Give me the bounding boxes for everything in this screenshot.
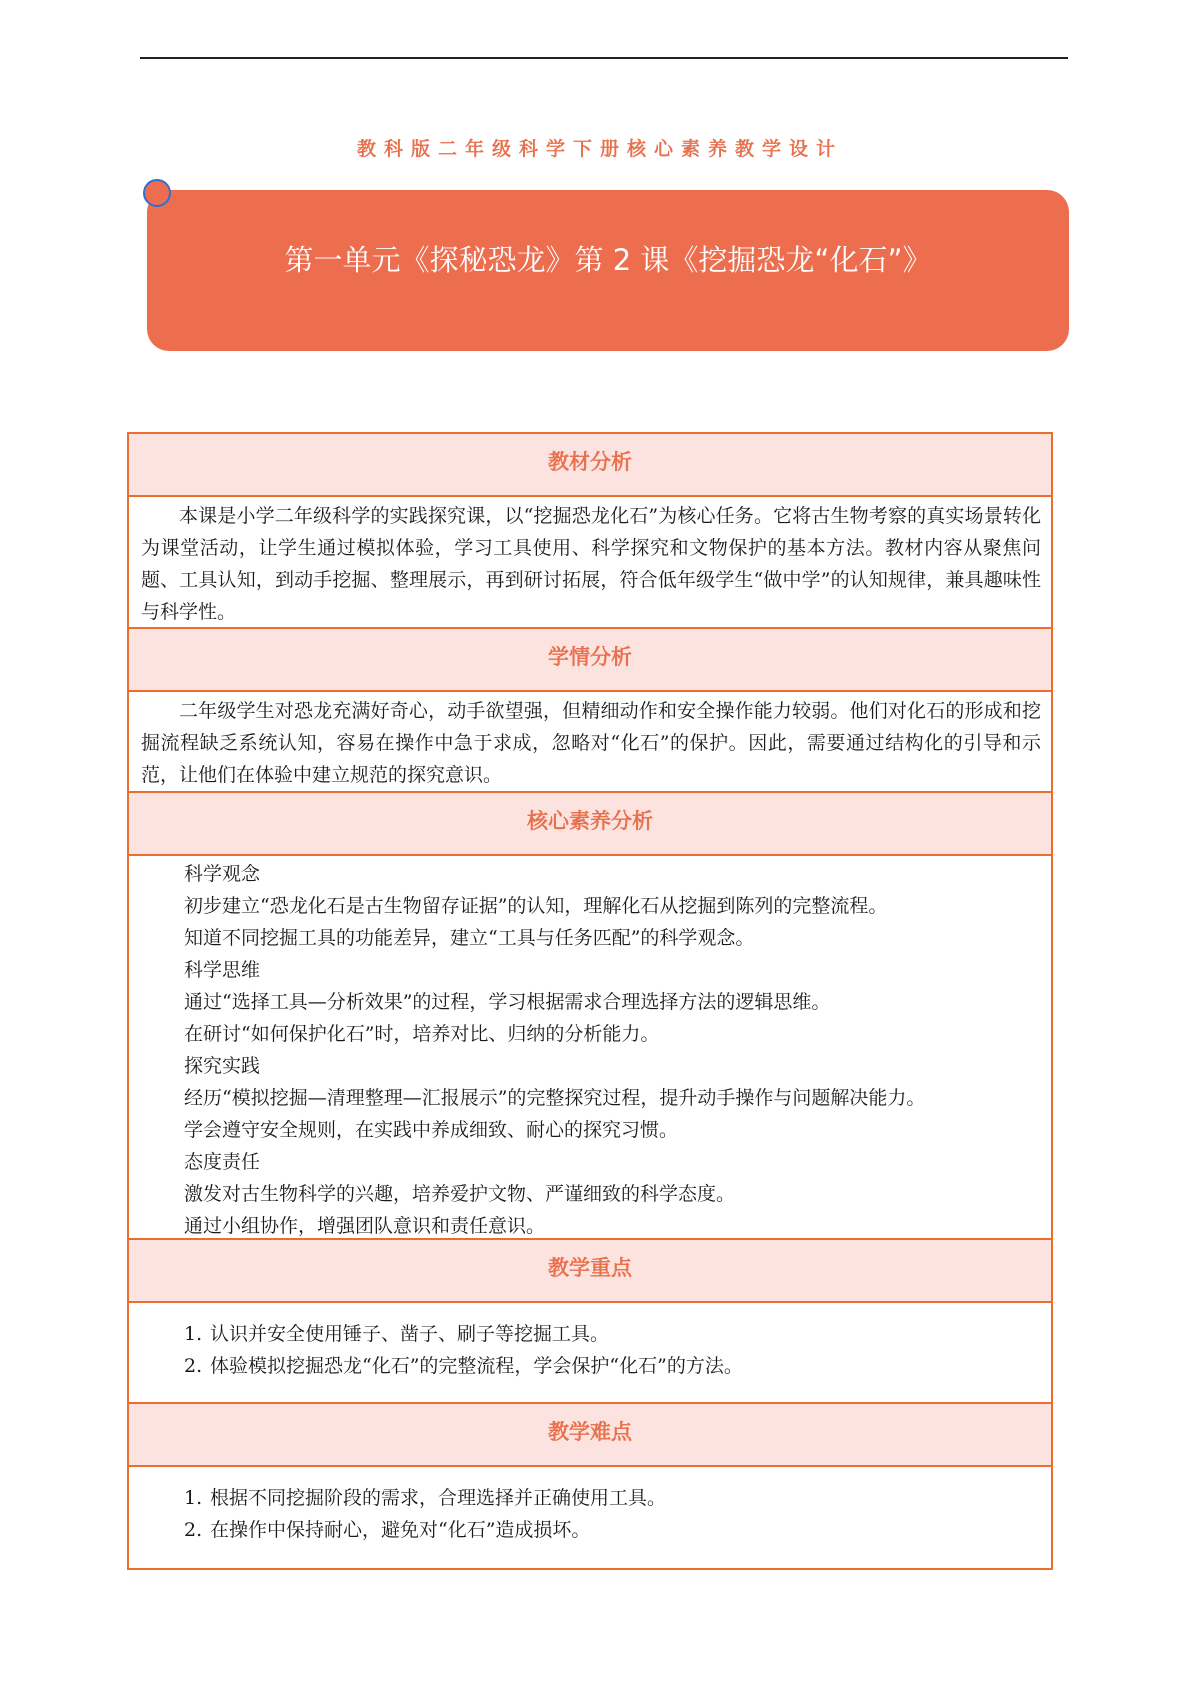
core-line: 激发对古生物科学的兴趣，培养爱护文物、严谨细致的科学态度。 [184,1183,736,1205]
focus-item-text: 体验模拟挖掘恐龙“化石”的完整流程，学会保护“化石”的方法。 [210,1355,743,1377]
core-line: 在研讨“如何保护化石”时，培养对比、归纳的分析能力。 [184,1023,660,1045]
section-body-material [129,497,1051,629]
section-heading-core: 核心素养分析 [129,793,1051,856]
student-analysis-text: 二年级学生对恐龙充满好奇心，动手欲望强，但精细动作和安全操作能力较弱。他们对化石的形成和挖掘流程缺乏系统认知，容易在操作中急于求成，忽略对“化石”的保护。因此，需要通过结构化的引导和示范，让他们在体验中建立规范的探究意识。 [141,700,1041,786]
header-rule [140,57,1068,59]
core-category-thinking: 科学思维 [184,959,261,981]
section-heading-student: 学情分析 [129,629,1051,692]
lesson-design-table [127,432,1053,1570]
core-line: 通过“选择工具—分析效果”的过程，学习根据需求合理选择方法的逻辑思维。 [184,991,831,1013]
section-heading-difficulty: 教学难点 [129,1404,1051,1467]
difficulty-item-number: 2. [184,1519,203,1541]
focus-item [129,1350,1051,1382]
focus-item-number: 1. [184,1323,203,1345]
material-analysis-text: 本课是小学二年级科学的实践探究课，以“挖掘恐龙化石”为核心任务。它将古生物考察的真实场景转化为课堂活动，让学生通过模拟体验，学习工具使用、科学探究和文物保护的基本方法。教材内容从聚焦问题、工具认知，到动手挖掘、整理展示，再到研讨拓展，符合低年级学生“做中学”的认知规律，兼具趣味性与科学性。 [141,505,1041,623]
section-body-core [129,856,1051,1240]
difficulty-item [129,1482,1051,1514]
core-category-concept: 科学观念 [184,863,261,885]
section-body-difficulty [129,1467,1051,1568]
difficulty-item [129,1514,1051,1546]
focus-item-text: 认识并安全使用锤子、凿子、刷子等挖掘工具。 [210,1323,610,1345]
core-line: 经历“模拟挖掘—清理整理—汇报展示”的完整探究过程，提升动手操作与问题解决能力。 [184,1087,926,1109]
core-line: 学会遵守安全规则，在实践中养成细致、耐心的探究习惯。 [184,1119,679,1141]
focus-item [129,1318,1051,1350]
difficulty-item-text: 根据不同挖掘阶段的需求，合理选择并正确使用工具。 [210,1487,667,1509]
section-body-focus [129,1303,1051,1404]
core-category-practice: 探究实践 [184,1055,261,1077]
section-heading-material: 教材分析 [129,434,1051,497]
section-body-student [129,692,1051,793]
core-category-attitude: 态度责任 [184,1151,261,1173]
difficulty-item-text: 在操作中保持耐心，避免对“化石”造成损坏。 [210,1519,591,1541]
core-line: 知道不同挖掘工具的功能差异，建立“工具与任务匹配”的科学观念。 [184,927,755,949]
document-subtitle: 教科版二年级科学下册核心素养教学设计 [356,138,843,160]
difficulty-item-number: 1. [184,1487,203,1509]
focus-item-number: 2. [184,1355,203,1377]
section-heading-focus: 教学重点 [129,1240,1051,1303]
lesson-title: 第一单元《探秘恐龙》第 2 课《挖掘恐龙“化石”》 [284,243,932,277]
core-line: 通过小组协作，增强团队意识和责任意识。 [184,1215,546,1237]
title-banner-dot [143,179,171,207]
core-line: 初步建立“恐龙化石是古生物留存证据”的认知，理解化石从挖掘到陈列的完整流程。 [184,895,888,917]
